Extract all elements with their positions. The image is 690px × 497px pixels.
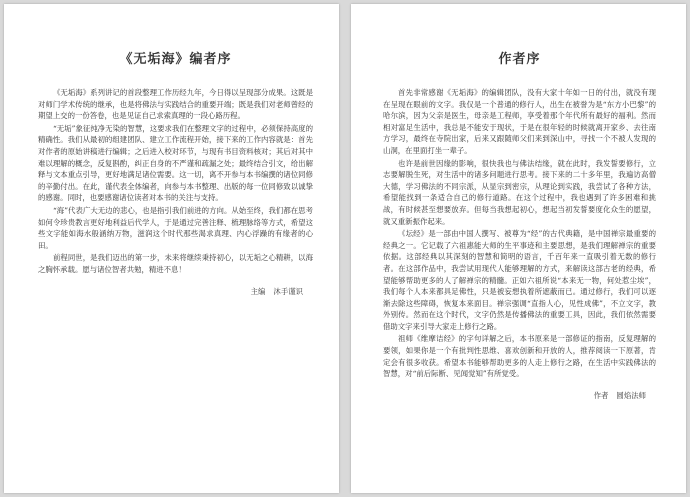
page-title: 《无垢海》编者序 <box>119 52 232 67</box>
paragraph: 前程同世，是我们迈出的第一步，未来将继续秉持初心，以无垢之心精耕，以海之胸怀承载。愿与诸位智者共勉，精进不息！ <box>38 253 313 274</box>
paragraph: 首先非常感谢《无垢海》的编辑团队，没有大家十年如一日的付出，就没有现在呈现在眼前的文字。我仅是一个普通的修行人，出生在被誉为是“东方小巴黎”的哈尔滨，因为父亲是医生，母亲是工程师，享受着那个年代所有最好的福利。然而相对富足生活中，我总是不能安于现状，于是在很年轻的时候就离开家乡、去往南方学习，最终在寺院出家，后来又跟随师父们来到深山中，寻找一个不被人发现的山洞，在里面打坐一辈子。 <box>383 88 656 155</box>
signature-name: 沐手谨识 <box>273 286 303 296</box>
paragraph: “无垢”象征纯净无染的智慧，这要求我们在整理文字的过程中，必须保持高度的精确性。我们从最初的组建团队、建立工作流程开始，接下来的工作内容就是：首先对作者的原始讲稿进行编辑；之后进入校对环节，与现有书目资料核对；其后对其中难以理解的概念，反复斟酌，纠正自身的不严谨和疏漏之处；最终结合引文，给出解释与文本重点引导，更好地满足诸位需要。这一切，离不开参与本书编撰的诸位同修的辛勤付出。在此，谨代表全体编者，向参与本书整理、出版的每一位同修致以诚挚的感谢。同时，也要感谢诸位读者对本书的关注与支持。 <box>38 123 313 203</box>
author-preface-page <box>351 4 686 493</box>
editor-preface-page <box>4 4 339 493</box>
signature-name: 圆焰法师 <box>616 390 646 400</box>
paragraph: 祖师《维摩诘经》的字句详解之后，本书原来是一部修证的指南，反复理解的要领，如果你是一个有批判性思维、喜欢创新和开放的人，推荐阅读一下原著，肯定会有很多收获。希望本书能够帮助更多的人走上修行之路，在生活中实践佛法的智慧，对“前后际断、见闻觉知”有所觉受。 <box>383 334 656 379</box>
paragraph: 《无垢海》系列讲记的首段整理工作历经九年，今日得以呈现部分成果。这既是对师门学术传统的继承，也是将佛法与实践结合的重要开端；既是我们对老师曾经的期望上交的一份答卷，也是见证自己求索真理的一段心路历程。 <box>38 88 313 121</box>
paragraph: 也许是前世因缘的影响，很快我也与佛法结缘，就在此时，我发誓要修行，立志要解脱生死，对生活中的诸多问题进行思考。接下来的二十多年里，我遍访高僧大德，学习佛法的不同宗派，从显宗到密宗，从理论到实践，我尝试了各种方法，希望能找到一条适合自己的修行道路。在这个过程中，我也遇到了许多困难和挑战，有时候甚至想要放弃。但每当我想起初心，想起当初发誓要度化众生的愿望，就又重新振作起来。 <box>383 158 656 226</box>
page-title: 作者序 <box>498 52 541 67</box>
signature-role: 作者 <box>593 390 609 400</box>
paragraph: “海”代表广大无边的悲心，也是指引我们前进的方向。从始至终，我们都在思考如何令珍贵教言更好地利益后代学人，于是通过完善注释、梳理脉络等方式，希望这些文字能如海水般涵纳万物，滋润这个时代那些渴求真理、内心浮躁的有缘者的心田。 <box>38 205 313 250</box>
signature-role: 主编 <box>250 286 266 296</box>
signature <box>383 390 656 401</box>
signature <box>38 286 313 297</box>
paragraph: 《坛经》是一部由中国人撰写、被尊为“经”的古代典籍，是中国禅宗最重要的经典之一。它记载了六祖惠能大师的生平事迹和主要思想，是我们理解禅宗的重要依据。这部经典以其深刻的智慧和简明的语言，千百年来一直吸引着无数的修行者。在这部作品中，我尝试用现代人能够理解的方式，来解读这部古老的经典，希望能够帮助更多的人了解禅宗的精髓。正如六祖所说“本来无一物，何处惹尘埃”，我们每个人本来都具足佛性，只是被妄想执着所遮蔽而已。通过修行，我们可以逐渐去除这些障碍，恢复本来面目。禅宗强调“直指人心，见性成佛”，不立文字，教外别传。然而在这个时代，文字仍然是传播佛法的重要工具，因此，我们依然需要借助文字来引导大家走上修行之路。 <box>383 229 656 331</box>
